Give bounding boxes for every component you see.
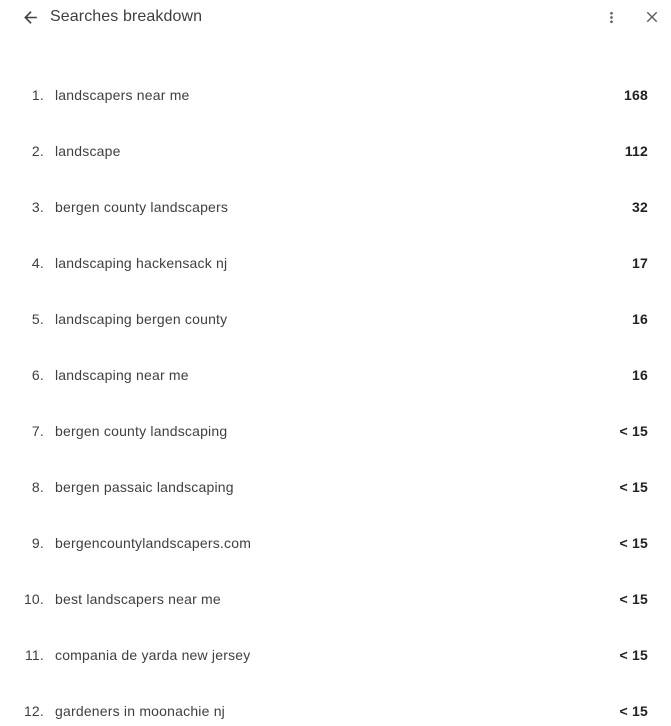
- row-search-term: bergencountylandscapers.com: [55, 535, 252, 551]
- row-search-term: landscape: [55, 143, 121, 159]
- close-icon: [643, 8, 661, 26]
- list-item: [0, 403, 671, 459]
- overflow-menu-button[interactable]: [595, 1, 627, 33]
- searches-list: [0, 67, 671, 726]
- list-item: [0, 291, 671, 347]
- row-rank: 9.: [31, 535, 44, 551]
- row-search-count: < 15: [619, 591, 648, 607]
- row-search-term: landscaping bergen county: [55, 311, 228, 327]
- list-item: [0, 571, 671, 627]
- page-title: Searches breakdown: [50, 8, 203, 25]
- row-search-term: compania de yarda new jersey: [55, 647, 251, 663]
- row-rank: 4.: [31, 255, 44, 271]
- row-rank: 8.: [31, 479, 44, 495]
- row-rank: 3.: [31, 199, 44, 215]
- row-search-term: bergen passaic landscaping: [55, 479, 234, 495]
- row-search-count: < 15: [619, 423, 648, 439]
- row-search-count: < 15: [619, 703, 648, 719]
- row-search-count: < 15: [619, 479, 648, 495]
- row-search-term: best landscapers near me: [55, 591, 221, 607]
- panel-header: [0, 0, 671, 32]
- list-item: [0, 515, 671, 571]
- row-search-term: landscaping hackensack nj: [55, 255, 228, 271]
- list-item: [0, 683, 671, 726]
- row-search-count: 112: [624, 143, 648, 159]
- arrow-back-icon: [21, 8, 40, 27]
- list-item: [0, 67, 671, 123]
- list-item: [0, 235, 671, 291]
- row-search-term: landscaping near me: [55, 367, 189, 383]
- back-button[interactable]: [14, 1, 46, 33]
- list-item: [0, 459, 671, 515]
- row-rank: 6.: [31, 367, 44, 383]
- row-search-count: 168: [624, 87, 648, 103]
- row-rank: 11.: [24, 647, 44, 663]
- more-vert-icon: [603, 9, 620, 26]
- row-rank: 7.: [31, 423, 44, 439]
- row-rank: 12.: [23, 703, 44, 719]
- row-search-count: 32: [632, 199, 648, 215]
- row-search-count: 16: [632, 311, 648, 327]
- close-button[interactable]: [636, 1, 668, 33]
- row-rank: 2.: [31, 143, 44, 159]
- row-rank: 1.: [31, 87, 44, 103]
- row-search-term: landscapers near me: [55, 87, 190, 103]
- row-search-term: bergen county landscapers: [55, 199, 229, 215]
- row-search-count: 17: [632, 255, 648, 271]
- list-item: [0, 347, 671, 403]
- row-search-count: < 15: [619, 535, 648, 551]
- list-item: [0, 179, 671, 235]
- list-item: [0, 123, 671, 179]
- row-search-term: bergen county landscaping: [55, 423, 228, 439]
- row-rank: 5.: [31, 311, 44, 327]
- row-search-term: gardeners in moonachie nj: [55, 703, 225, 719]
- row-search-count: < 15: [619, 647, 648, 663]
- list-item: [0, 627, 671, 683]
- row-search-count: 16: [632, 367, 648, 383]
- row-rank: 10.: [23, 591, 44, 607]
